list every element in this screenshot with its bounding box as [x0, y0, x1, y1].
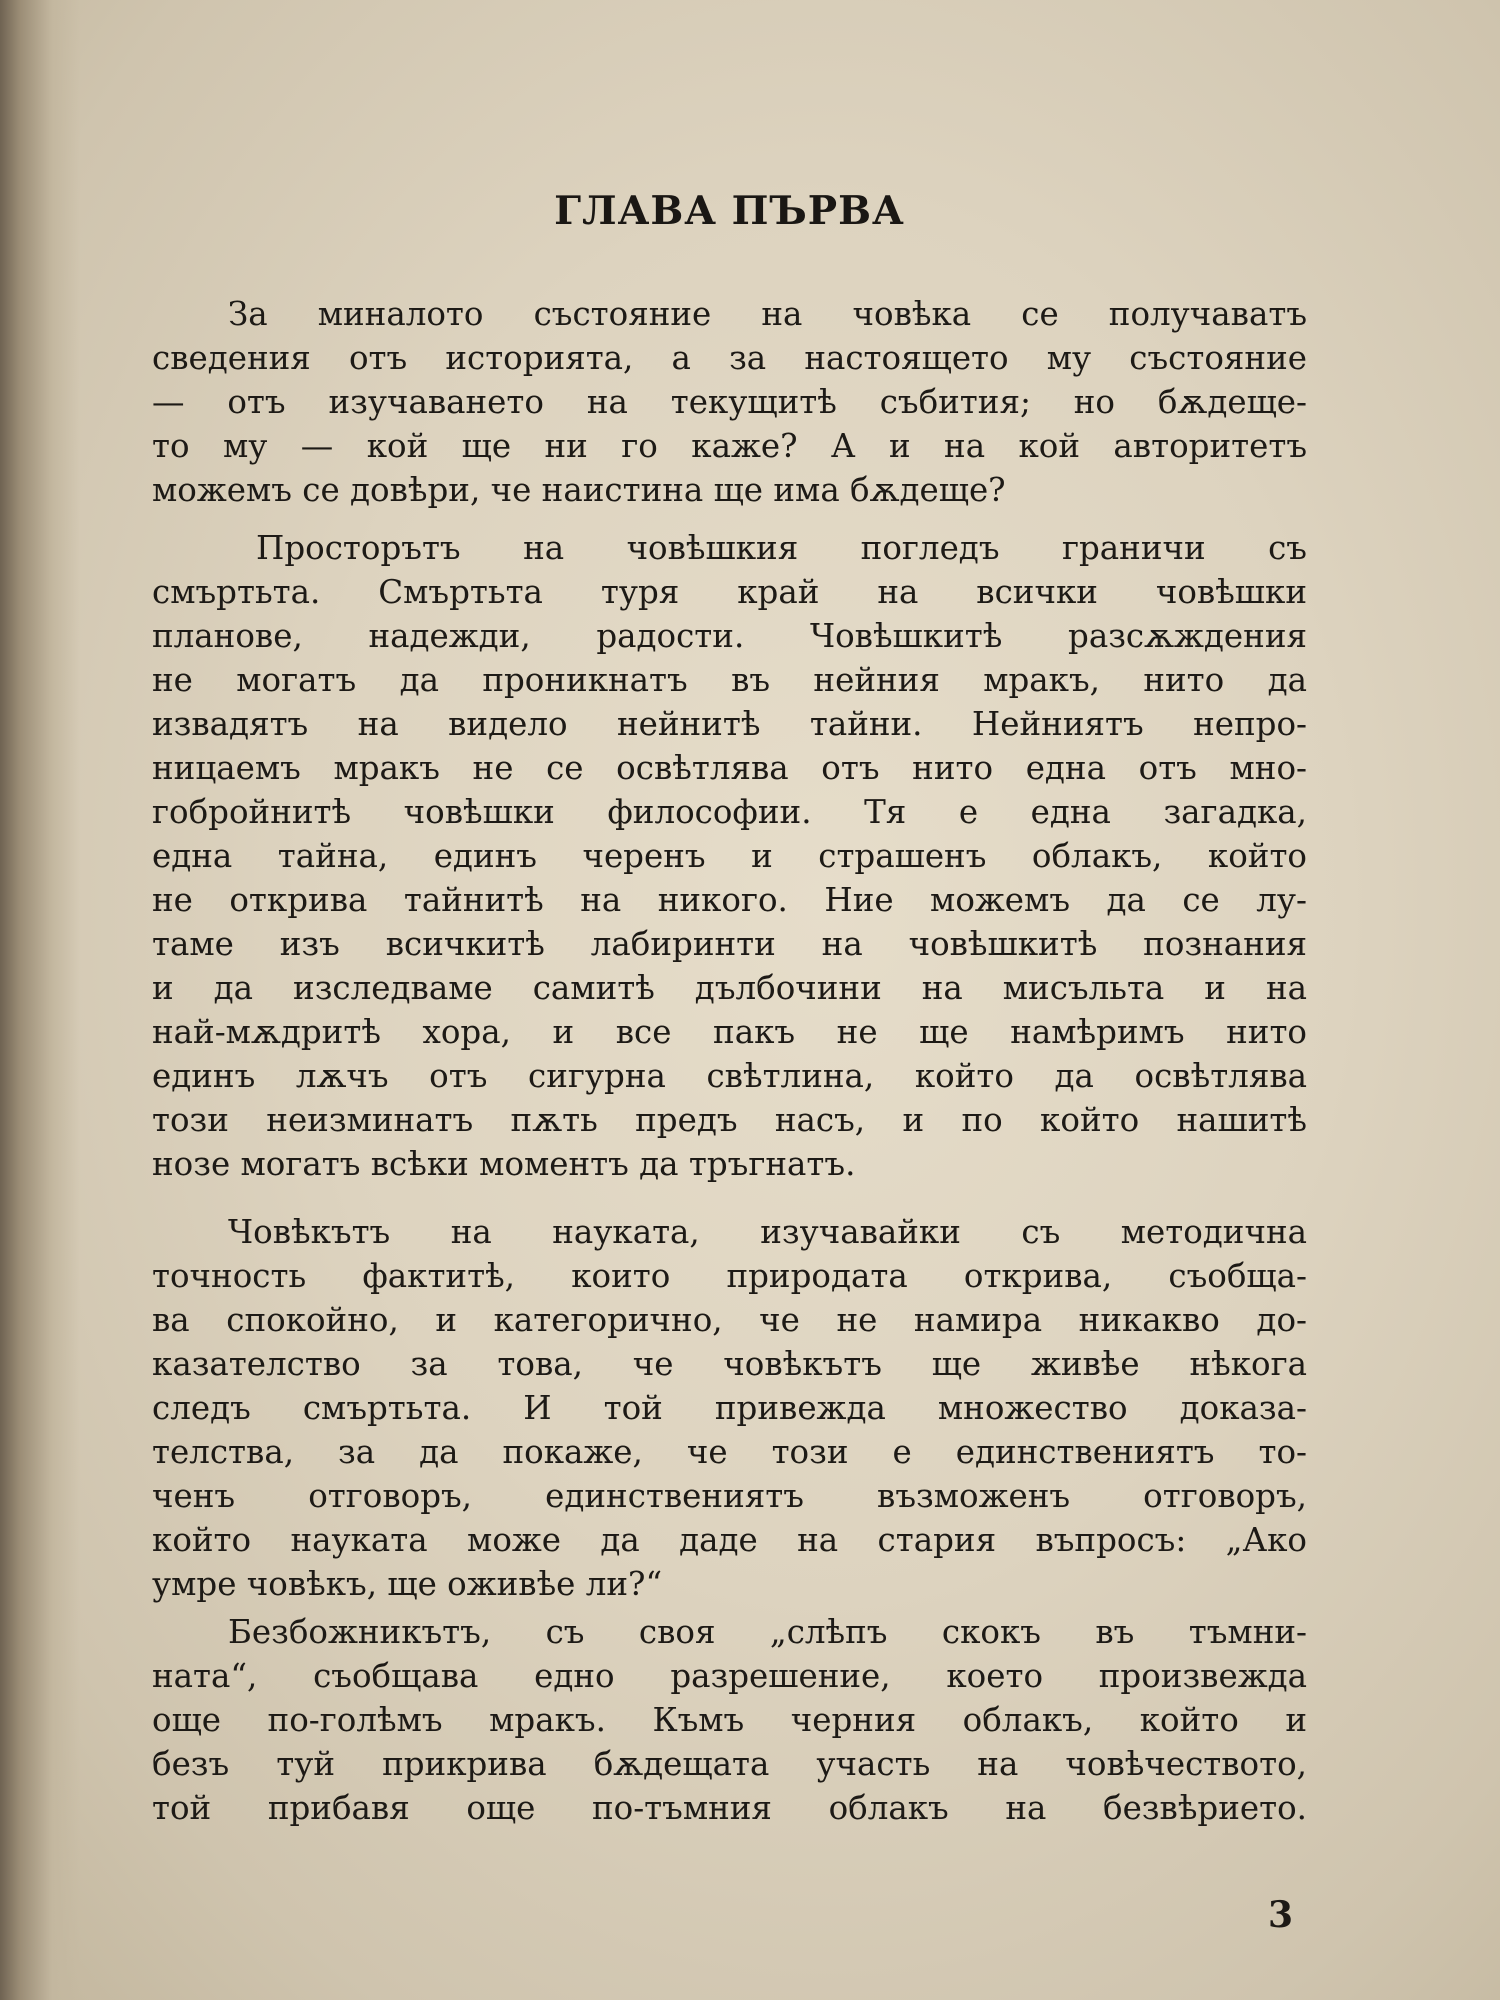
- text-line: Човѣкътъ на науката, изучавайки съ методична: [228, 1213, 1307, 1251]
- text-line: телства, за да покаже, че този е единствениятъ то-: [152, 1433, 1307, 1471]
- text-line: смъртьта. Смъртьта туря край на всички човѣшки: [152, 573, 1307, 611]
- chapter-title: ГЛАВА ПЪРВА: [554, 188, 905, 234]
- text-line: — отъ изучаването на текущитѣ събития; но бѫдеще-: [152, 383, 1307, 421]
- text-line: таме изъ всичкитѣ лабиринти на човѣшкитѣ познания: [152, 925, 1307, 963]
- text-line: още по-голѣмъ мракъ. Къмъ черния облакъ, който и: [152, 1701, 1307, 1739]
- text-line: безъ туй прикрива бѫдещата участь на човѣчеството,: [152, 1745, 1307, 1783]
- text-line: извадятъ на видело нейнитѣ тайни. Нейниятъ непро-: [152, 705, 1307, 743]
- text-line: най-мѫдритѣ хора, и все пакъ не ще намѣримъ нито: [152, 1013, 1307, 1051]
- text-line: който науката може да даде на стария въпросъ: „Ако: [152, 1521, 1307, 1559]
- text-line: Безбожникътъ, съ своя „слѣпъ скокъ въ тъмни-: [228, 1613, 1307, 1651]
- text-line: то му — кой ще ни го каже? А и на кой авторитетъ: [152, 427, 1307, 465]
- text-line: не могатъ да проникнатъ въ нейния мракъ, нито да: [152, 661, 1307, 699]
- text-line: единъ лѫчъ отъ сигурна свѣтлина, който да освѣтлява: [152, 1057, 1307, 1095]
- binding-gutter-shadow: [0, 0, 80, 2000]
- text-line: За миналото състояние на човѣка се получаватъ: [228, 295, 1307, 333]
- text-line: следъ смъртьта. И той привежда множество доказа-: [152, 1389, 1307, 1427]
- text-line: планове, надежди, радости. Човѣшкитѣ разсѫждения: [152, 617, 1307, 655]
- text-line: ната“, съобщава едно разрешение, което произвежда: [152, 1657, 1307, 1695]
- text-line: казателство за това, че човѣкътъ ще живѣе нѣкога: [152, 1345, 1307, 1383]
- text-line: сведения отъ историята, а за настоящето му състояние: [152, 339, 1307, 377]
- text-line: умре човѣкъ, ще оживѣе ли?“: [152, 1565, 663, 1603]
- text-line: нозе могатъ всѣки моментъ да тръгнатъ.: [152, 1145, 856, 1183]
- text-line: можемъ се довѣри, че наистина ще има бѫдеще?: [152, 471, 1006, 509]
- text-line: той прибавя още по-тъмния облакъ на безвѣрието.: [152, 1789, 1307, 1827]
- text-line: Просторътъ на човѣшкия погледъ граничи съ: [256, 529, 1307, 567]
- text-line: една тайна, единъ черенъ и страшенъ облакъ, който: [152, 837, 1307, 875]
- text-line: ва спокойно, и категорично, че не намира никакво до-: [152, 1301, 1307, 1339]
- text-line: гобройнитѣ човѣшки философии. Тя е една загадка,: [152, 793, 1307, 831]
- text-line: този неизминатъ пѫть предъ насъ, и по който нашитѣ: [152, 1101, 1307, 1139]
- text-line: точность фактитѣ, които природата открива, съобща-: [152, 1257, 1307, 1295]
- page-number: 3: [1268, 1894, 1294, 1936]
- text-line: и да изследваме самитѣ дълбочини на мисъльта и на: [152, 969, 1307, 1007]
- text-line: не открива тайнитѣ на никого. Ние можемъ да се лу-: [152, 881, 1307, 919]
- text-line: ницаемъ мракъ не се освѣтлява отъ нито една отъ мно-: [152, 749, 1307, 787]
- text-line: ченъ отговоръ, единствениятъ възможенъ отговоръ,: [152, 1477, 1307, 1515]
